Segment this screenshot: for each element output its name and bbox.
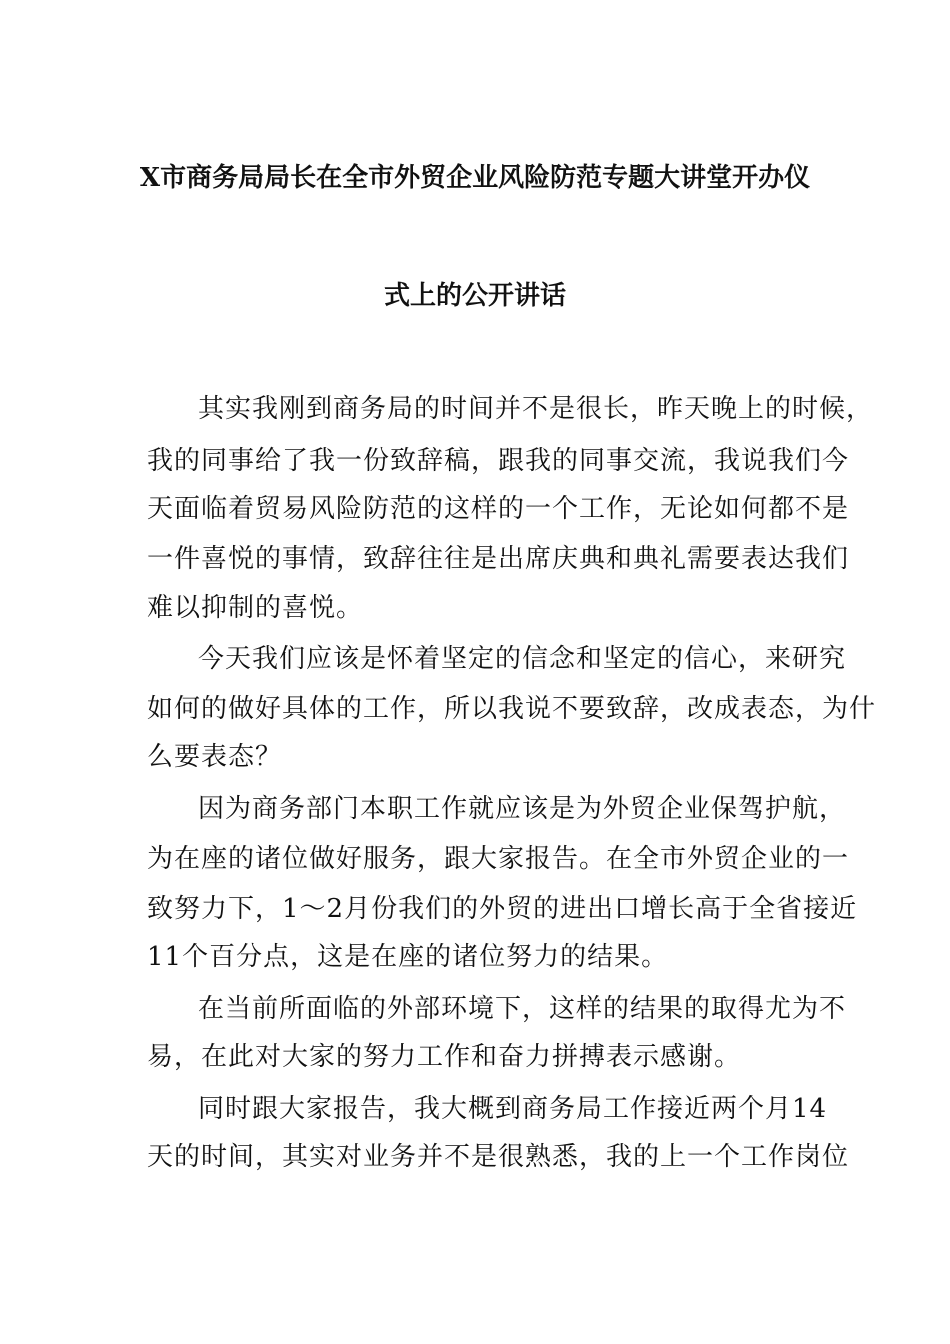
body-line: 一件喜悦的事情，致辞往往是出席庆典和典礼需要表达我们: [147, 544, 850, 574]
body-line: 天面临着贸易风险防范的这样的一个工作，无论如何都不是: [147, 494, 850, 524]
document-title-line-1: X市商务局局长在全市外贸企业风险防范专题大讲堂开办仪: [139, 163, 811, 193]
body-line: 难以抑制的喜悦。: [147, 593, 364, 623]
body-line: 为在座的诸位做好服务，跟大家报告。在全市外贸企业的一: [147, 844, 850, 874]
body-line: 在当前所面临的外部环境下，这样的结果的取得尤为不: [198, 994, 847, 1024]
body-line: 我的同事给了我一份致辞稿，跟我的同事交流，我说我们今: [147, 446, 850, 476]
document-title-line-2: 式上的公开讲话: [383, 281, 566, 311]
body-line: 11个百分点，这是在座的诸位努力的结果。: [147, 942, 669, 972]
body-line: 天的时间，其实对业务并不是很熟悉，我的上一个工作岗位: [147, 1142, 850, 1172]
body-line: 如何的做好具体的工作，所以我说不要致辞，改成表态，为什: [147, 694, 877, 724]
body-line: 同时跟大家报告，我大概到商务局工作接近两个月14: [198, 1094, 828, 1124]
body-line: 易，在此对大家的努力工作和奋力拼搏表示感谢。: [147, 1042, 742, 1072]
body-line: 其实我刚到商务局的时间并不是很长，昨天晚上的时候，: [198, 394, 874, 424]
body-line: 今天我们应该是怀着坚定的信念和坚定的信心，来研究: [198, 644, 847, 674]
body-line: 致努力下，1～2月份我们的外贸的进出口增长高于全省接近: [147, 894, 858, 924]
body-line: 因为商务部门本职工作就应该是为外贸企业保驾护航，: [198, 794, 847, 824]
body-line: 么要表态？: [147, 742, 283, 772]
